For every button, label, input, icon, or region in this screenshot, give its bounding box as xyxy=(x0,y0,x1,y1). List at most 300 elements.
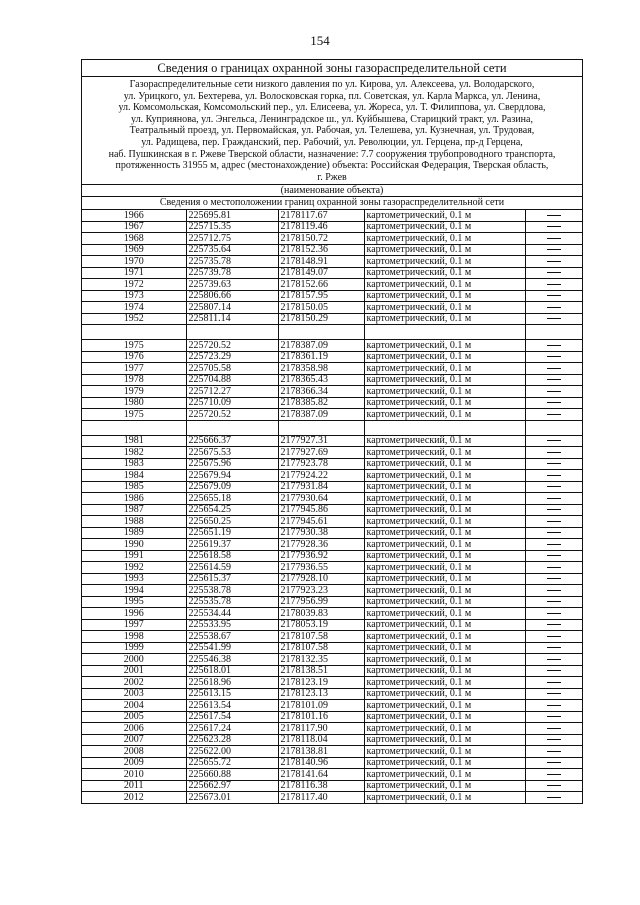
dash-mark xyxy=(547,318,561,319)
object-description xyxy=(82,77,582,185)
x-coordinate-cell: 225675.53 xyxy=(186,447,278,459)
point-number-cell: 2007 xyxy=(82,734,186,746)
dash-mark xyxy=(547,249,561,250)
dash-cell xyxy=(525,780,582,792)
description-line: протяженность 31955 м, адрес (местонахождение) объекта: Российская Федерация, Тверская область, xyxy=(115,160,549,172)
table-row xyxy=(82,631,582,643)
y-coordinate-cell: 2177936.55 xyxy=(278,562,364,574)
y-coordinate-cell: 2178148.91 xyxy=(278,256,364,268)
dash-mark xyxy=(547,567,561,568)
dash-mark xyxy=(547,739,561,740)
dash-cell xyxy=(525,688,582,700)
point-number-cell: 1975 xyxy=(82,409,186,421)
point-number-cell: 1968 xyxy=(82,233,186,245)
x-coordinate-cell: 225655.72 xyxy=(186,757,278,769)
y-coordinate-cell: 2178117.67 xyxy=(278,210,364,221)
point-number-cell: 1996 xyxy=(82,608,186,620)
method-cell: картометрический, 0.1 м xyxy=(364,279,525,291)
point-number-cell: 1993 xyxy=(82,573,186,585)
table-row xyxy=(82,244,582,256)
dash-mark xyxy=(547,345,561,346)
table-row xyxy=(82,516,582,528)
document-title: Сведения о границах охранной зоны газораспределительной сети xyxy=(82,60,582,77)
x-coordinate-cell: 225739.78 xyxy=(186,267,278,279)
method-cell: картометрический, 0.1 м xyxy=(364,244,525,256)
description-line: Газораспределительные сети низкого давления по ул. Кирова, ул. Алексеева, ул. Володарского, xyxy=(129,79,535,90)
method-cell: картометрический, 0.1 м xyxy=(364,757,525,769)
x-coordinate-cell: 225712.27 xyxy=(186,386,278,398)
x-coordinate-cell: 225679.94 xyxy=(186,470,278,482)
dash-cell xyxy=(525,313,582,325)
coordinates-table xyxy=(82,210,582,803)
y-coordinate-cell: 2178157.95 xyxy=(278,290,364,302)
x-coordinate-cell: 225613.15 xyxy=(186,688,278,700)
point-number-cell: 2000 xyxy=(82,654,186,666)
x-coordinate-cell: 225618.96 xyxy=(186,677,278,689)
description-line: наб. Пушкинская в г. Ржеве Тверской области, назначение: 7.7 сооружения трубопроводного транспорта, xyxy=(108,148,556,160)
dash-mark xyxy=(547,544,561,545)
method-cell: картометрический, 0.1 м xyxy=(364,596,525,608)
point-number-cell: 1989 xyxy=(82,527,186,539)
point-number-cell: 1980 xyxy=(82,397,186,409)
zone-boundary-document xyxy=(81,59,583,804)
table-row xyxy=(82,769,582,781)
y-coordinate-cell: 2178385.82 xyxy=(278,397,364,409)
y-coordinate-cell: 2178361.19 xyxy=(278,351,364,363)
description-line: Театральный проезд, ул. Первомайская, ул. Рабочая, ул. Телешева, ул. Кузнечная, ул. Трудовая, xyxy=(129,125,535,137)
point-number-cell: 1976 xyxy=(82,351,186,363)
table-row xyxy=(82,757,582,769)
point-number-cell: 1999 xyxy=(82,642,186,654)
y-coordinate-cell: 2178141.64 xyxy=(278,769,364,781)
point-number-cell: 2006 xyxy=(82,723,186,735)
dash-cell xyxy=(525,374,582,386)
point-number-cell: 1966 xyxy=(82,210,186,221)
dash-mark xyxy=(547,402,561,403)
dash-mark xyxy=(547,475,561,476)
table-row xyxy=(82,608,582,620)
page-number: 154 xyxy=(310,33,330,48)
x-coordinate-cell: 225617.24 xyxy=(186,723,278,735)
method-cell: картометрический, 0.1 м xyxy=(364,374,525,386)
dash-mark xyxy=(547,774,561,775)
table-row xyxy=(82,210,582,221)
table-row xyxy=(82,711,582,723)
dash-cell xyxy=(525,470,582,482)
dash-mark xyxy=(547,762,561,763)
x-coordinate-cell: 225695.81 xyxy=(186,210,278,221)
table-row xyxy=(82,351,582,363)
dash-cell xyxy=(525,539,582,551)
y-coordinate-cell: 2177927.69 xyxy=(278,447,364,459)
point-number-cell: 2009 xyxy=(82,757,186,769)
object-name-caption: (наименование объекта) xyxy=(82,185,582,197)
x-coordinate-cell: 225807.14 xyxy=(186,302,278,314)
y-coordinate-cell: 2178138.81 xyxy=(278,746,364,758)
x-coordinate-cell: 225534.44 xyxy=(186,608,278,620)
dash-mark xyxy=(547,728,561,729)
separator-row xyxy=(82,325,582,340)
y-coordinate-cell: 2178152.36 xyxy=(278,244,364,256)
table-row xyxy=(82,677,582,689)
point-number-cell: 1988 xyxy=(82,516,186,528)
point-number-cell: 1979 xyxy=(82,386,186,398)
method-cell: картометрический, 0.1 м xyxy=(364,769,525,781)
x-coordinate-cell: 225660.88 xyxy=(186,769,278,781)
y-coordinate-cell: 2178118.04 xyxy=(278,734,364,746)
x-coordinate-cell: 225704.88 xyxy=(186,374,278,386)
dash-mark xyxy=(547,307,561,308)
empty-cell xyxy=(278,325,364,340)
point-number-cell: 2002 xyxy=(82,677,186,689)
x-coordinate-cell: 225618.01 xyxy=(186,665,278,677)
y-coordinate-cell: 2177928.10 xyxy=(278,573,364,585)
method-cell: картометрический, 0.1 м xyxy=(364,642,525,654)
table-row xyxy=(82,447,582,459)
dash-mark xyxy=(547,555,561,556)
dash-mark xyxy=(547,659,561,660)
point-number-cell: 1982 xyxy=(82,447,186,459)
x-coordinate-cell: 225673.01 xyxy=(186,792,278,803)
x-coordinate-cell: 225654.25 xyxy=(186,504,278,516)
point-number-cell: 1970 xyxy=(82,256,186,268)
empty-cell xyxy=(278,420,364,435)
y-coordinate-cell: 2178132.35 xyxy=(278,654,364,666)
x-coordinate-cell: 225655.18 xyxy=(186,493,278,505)
dash-cell xyxy=(525,734,582,746)
dash-cell xyxy=(525,677,582,689)
x-coordinate-cell: 225651.19 xyxy=(186,527,278,539)
table-row xyxy=(82,504,582,516)
point-number-cell: 1992 xyxy=(82,562,186,574)
method-cell: картометрический, 0.1 м xyxy=(364,313,525,325)
table-row xyxy=(82,746,582,758)
table-row xyxy=(82,792,582,803)
point-number-cell: 2011 xyxy=(82,780,186,792)
table-row xyxy=(82,233,582,245)
y-coordinate-cell: 2178152.66 xyxy=(278,279,364,291)
table-row xyxy=(82,267,582,279)
dash-cell xyxy=(525,493,582,505)
description-line: ул. Радищева, пер. Гражданский, пер. Рабочий, ул. Революции, ул. Герцена, пр-д Герцена, xyxy=(141,136,523,148)
x-coordinate-cell: 225811.14 xyxy=(186,313,278,325)
y-coordinate-cell: 2177923.78 xyxy=(278,458,364,470)
method-cell: картометрический, 0.1 м xyxy=(364,290,525,302)
table-row xyxy=(82,700,582,712)
dash-mark xyxy=(547,647,561,648)
point-number-cell: 1985 xyxy=(82,481,186,493)
method-cell: картометрический, 0.1 м xyxy=(364,573,525,585)
dash-mark xyxy=(547,379,561,380)
table-row xyxy=(82,539,582,551)
empty-cell xyxy=(186,325,278,340)
table-row xyxy=(82,374,582,386)
x-coordinate-cell: 225662.97 xyxy=(186,780,278,792)
method-cell: картометрический, 0.1 м xyxy=(364,585,525,597)
dash-mark xyxy=(547,226,561,227)
method-cell: картометрический, 0.1 м xyxy=(364,340,525,352)
y-coordinate-cell: 2178387.09 xyxy=(278,409,364,421)
x-coordinate-cell: 225618.58 xyxy=(186,550,278,562)
table-row xyxy=(82,279,582,291)
dash-mark xyxy=(547,624,561,625)
y-coordinate-cell: 2177930.38 xyxy=(278,527,364,539)
x-coordinate-cell: 225712.75 xyxy=(186,233,278,245)
table-row xyxy=(82,221,582,233)
y-coordinate-cell: 2177924.22 xyxy=(278,470,364,482)
dash-mark xyxy=(547,414,561,415)
dash-cell xyxy=(525,409,582,421)
table-row xyxy=(82,340,582,352)
y-coordinate-cell: 2178150.05 xyxy=(278,302,364,314)
y-coordinate-cell: 2177930.64 xyxy=(278,493,364,505)
dash-cell xyxy=(525,757,582,769)
dash-cell xyxy=(525,631,582,643)
x-coordinate-cell: 225650.25 xyxy=(186,516,278,528)
y-coordinate-cell: 2178101.09 xyxy=(278,700,364,712)
description-line: ул. Урицкого, ул. Бехтерева, ул. Волосковская горка, пл. Советская, ул. Карла Маркса, ул. Ленина, xyxy=(123,90,541,102)
method-cell: картометрический, 0.1 м xyxy=(364,493,525,505)
x-coordinate-cell: 225617.54 xyxy=(186,711,278,723)
method-cell: картометрический, 0.1 м xyxy=(364,397,525,409)
empty-cell xyxy=(82,420,186,435)
dash-mark xyxy=(547,215,561,216)
method-cell: картометрический, 0.1 м xyxy=(364,481,525,493)
description-line: ул. Куприянова, ул. Энгельса, Ленинградское ш., ул. Куйбышева, Старицкий тракт, ул. Разина, xyxy=(131,113,533,125)
method-cell: картометрический, 0.1 м xyxy=(364,665,525,677)
dash-mark xyxy=(547,452,561,453)
x-coordinate-cell: 225615.37 xyxy=(186,573,278,585)
dash-mark xyxy=(547,521,561,522)
dash-cell xyxy=(525,256,582,268)
dash-cell xyxy=(525,363,582,375)
dash-cell xyxy=(525,302,582,314)
y-coordinate-cell: 2178119.46 xyxy=(278,221,364,233)
y-coordinate-cell: 2178366.34 xyxy=(278,386,364,398)
table-row xyxy=(82,527,582,539)
x-coordinate-cell: 225679.09 xyxy=(186,481,278,493)
dash-cell xyxy=(525,573,582,585)
method-cell: картометрический, 0.1 м xyxy=(364,723,525,735)
x-coordinate-cell: 225735.64 xyxy=(186,244,278,256)
method-cell: картометрический, 0.1 м xyxy=(364,210,525,221)
y-coordinate-cell: 2178123.19 xyxy=(278,677,364,689)
empty-cell xyxy=(525,420,582,435)
x-coordinate-cell: 225538.67 xyxy=(186,631,278,643)
dash-cell xyxy=(525,711,582,723)
y-coordinate-cell: 2178149.07 xyxy=(278,267,364,279)
x-coordinate-cell: 225541.99 xyxy=(186,642,278,654)
point-number-cell: 1990 xyxy=(82,539,186,551)
point-number-cell: 1977 xyxy=(82,363,186,375)
y-coordinate-cell: 2177923.23 xyxy=(278,585,364,597)
dash-mark xyxy=(547,486,561,487)
table-row xyxy=(82,596,582,608)
table-row xyxy=(82,302,582,314)
y-coordinate-cell: 2178123.13 xyxy=(278,688,364,700)
dash-mark xyxy=(547,284,561,285)
dash-cell xyxy=(525,244,582,256)
dash-mark xyxy=(547,368,561,369)
point-number-cell: 2012 xyxy=(82,792,186,803)
table-row xyxy=(82,585,582,597)
method-cell: картометрический, 0.1 м xyxy=(364,631,525,643)
point-number-cell: 2004 xyxy=(82,700,186,712)
empty-cell xyxy=(525,325,582,340)
method-cell: картометрический, 0.1 м xyxy=(364,550,525,562)
dash-cell xyxy=(525,481,582,493)
empty-cell xyxy=(364,325,525,340)
point-number-cell: 1994 xyxy=(82,585,186,597)
point-number-cell: 1967 xyxy=(82,221,186,233)
table-row xyxy=(82,654,582,666)
x-coordinate-cell: 225806.66 xyxy=(186,290,278,302)
dash-mark xyxy=(547,670,561,671)
dash-mark xyxy=(547,601,561,602)
dash-cell xyxy=(525,665,582,677)
x-coordinate-cell: 225538.78 xyxy=(186,585,278,597)
x-coordinate-cell: 225720.52 xyxy=(186,340,278,352)
dash-cell xyxy=(525,386,582,398)
x-coordinate-cell: 225622.00 xyxy=(186,746,278,758)
table-row xyxy=(82,573,582,585)
dash-mark xyxy=(547,509,561,510)
method-cell: картометрический, 0.1 м xyxy=(364,221,525,233)
dash-cell xyxy=(525,527,582,539)
y-coordinate-cell: 2177927.31 xyxy=(278,435,364,447)
dash-mark xyxy=(547,636,561,637)
dash-mark xyxy=(547,238,561,239)
dash-mark xyxy=(547,705,561,706)
table-row xyxy=(82,481,582,493)
method-cell: картометрический, 0.1 м xyxy=(364,608,525,620)
dash-cell xyxy=(525,279,582,291)
x-coordinate-cell: 225619.37 xyxy=(186,539,278,551)
x-coordinate-cell: 225739.63 xyxy=(186,279,278,291)
method-cell: картометрический, 0.1 м xyxy=(364,233,525,245)
y-coordinate-cell: 2178140.96 xyxy=(278,757,364,769)
dash-cell xyxy=(525,267,582,279)
point-number-cell: 1969 xyxy=(82,244,186,256)
point-number-cell: 2001 xyxy=(82,665,186,677)
y-coordinate-cell: 2178107.58 xyxy=(278,631,364,643)
dash-mark xyxy=(547,590,561,591)
point-number-cell: 1995 xyxy=(82,596,186,608)
method-cell: картометрический, 0.1 м xyxy=(364,688,525,700)
dash-mark xyxy=(547,356,561,357)
dash-mark xyxy=(547,682,561,683)
table-row xyxy=(82,290,582,302)
point-number-cell: 1971 xyxy=(82,267,186,279)
table-row xyxy=(82,409,582,421)
dash-cell xyxy=(525,723,582,735)
location-header: Сведения о местоположении границ охранной зоны газораспределительной сети xyxy=(82,197,582,210)
empty-cell xyxy=(364,420,525,435)
x-coordinate-cell: 225710.09 xyxy=(186,397,278,409)
dash-mark xyxy=(547,498,561,499)
table-row xyxy=(82,386,582,398)
method-cell: картометрический, 0.1 м xyxy=(364,516,525,528)
dash-mark xyxy=(547,463,561,464)
method-cell: картометрический, 0.1 м xyxy=(364,504,525,516)
method-cell: картометрический, 0.1 м xyxy=(364,267,525,279)
x-coordinate-cell: 225614.59 xyxy=(186,562,278,574)
dash-mark xyxy=(547,797,561,798)
table-row xyxy=(82,619,582,631)
dash-cell xyxy=(525,792,582,803)
point-number-cell: 2005 xyxy=(82,711,186,723)
x-coordinate-cell: 225723.29 xyxy=(186,351,278,363)
dash-mark xyxy=(547,578,561,579)
x-coordinate-cell: 225623.28 xyxy=(186,734,278,746)
point-number-cell: 1984 xyxy=(82,470,186,482)
x-coordinate-cell: 225666.37 xyxy=(186,435,278,447)
dash-mark xyxy=(547,785,561,786)
dash-cell xyxy=(525,608,582,620)
method-cell: картометрический, 0.1 м xyxy=(364,458,525,470)
y-coordinate-cell: 2178150.72 xyxy=(278,233,364,245)
method-cell: картометрический, 0.1 м xyxy=(364,700,525,712)
table-row xyxy=(82,458,582,470)
point-number-cell: 1987 xyxy=(82,504,186,516)
method-cell: картометрический, 0.1 м xyxy=(364,562,525,574)
dash-cell xyxy=(525,397,582,409)
point-number-cell: 1974 xyxy=(82,302,186,314)
dash-mark xyxy=(547,532,561,533)
y-coordinate-cell: 2177936.92 xyxy=(278,550,364,562)
empty-cell xyxy=(186,420,278,435)
y-coordinate-cell: 2178101.16 xyxy=(278,711,364,723)
description-line: г. Ржев xyxy=(317,171,347,183)
method-cell: картометрический, 0.1 м xyxy=(364,792,525,803)
y-coordinate-cell: 2177945.86 xyxy=(278,504,364,516)
point-number-cell: 2008 xyxy=(82,746,186,758)
point-number-cell: 1998 xyxy=(82,631,186,643)
y-coordinate-cell: 2177956.99 xyxy=(278,596,364,608)
point-number-cell: 1975 xyxy=(82,340,186,352)
empty-cell xyxy=(82,325,186,340)
dash-mark xyxy=(547,391,561,392)
dash-cell xyxy=(525,290,582,302)
dash-cell xyxy=(525,458,582,470)
dash-cell xyxy=(525,642,582,654)
table-row xyxy=(82,562,582,574)
method-cell: картометрический, 0.1 м xyxy=(364,302,525,314)
method-cell: картометрический, 0.1 м xyxy=(364,677,525,689)
dash-cell xyxy=(525,562,582,574)
table-row xyxy=(82,688,582,700)
x-coordinate-cell: 225675.96 xyxy=(186,458,278,470)
point-number-cell: 1991 xyxy=(82,550,186,562)
y-coordinate-cell: 2178116.38 xyxy=(278,780,364,792)
x-coordinate-cell: 225715.35 xyxy=(186,221,278,233)
y-coordinate-cell: 2178117.40 xyxy=(278,792,364,803)
table-row xyxy=(82,470,582,482)
point-number-cell: 1972 xyxy=(82,279,186,291)
x-coordinate-cell: 225533.95 xyxy=(186,619,278,631)
point-number-cell: 1978 xyxy=(82,374,186,386)
point-number-cell: 1973 xyxy=(82,290,186,302)
method-cell: картометрический, 0.1 м xyxy=(364,619,525,631)
method-cell: картометрический, 0.1 м xyxy=(364,409,525,421)
table-row xyxy=(82,256,582,268)
method-cell: картометрический, 0.1 м xyxy=(364,654,525,666)
y-coordinate-cell: 2177931.84 xyxy=(278,481,364,493)
dash-cell xyxy=(525,596,582,608)
table-row xyxy=(82,435,582,447)
x-coordinate-cell: 225535.78 xyxy=(186,596,278,608)
method-cell: картометрический, 0.1 м xyxy=(364,780,525,792)
